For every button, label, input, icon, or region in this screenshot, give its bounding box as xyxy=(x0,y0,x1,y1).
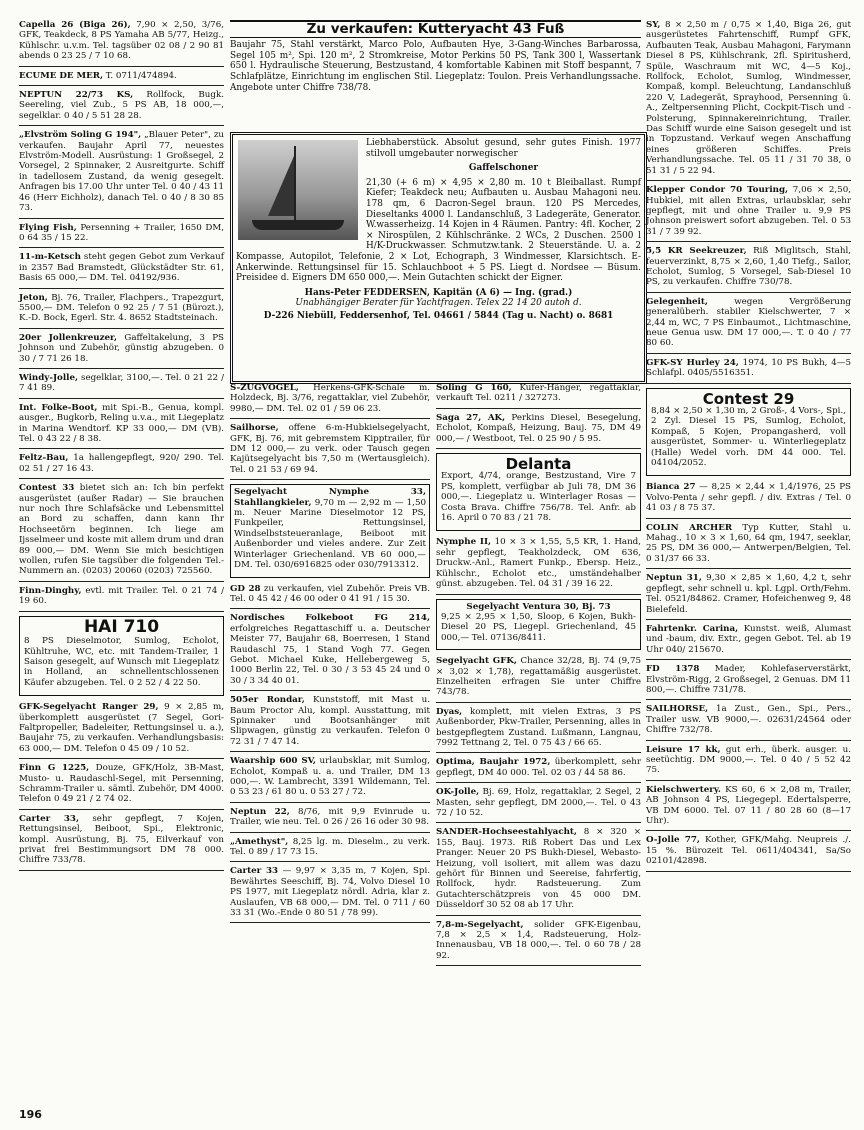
divider xyxy=(436,782,641,783)
ad-headline: Capella 26 (Biga 26), xyxy=(19,20,131,30)
ad-list xyxy=(19,20,224,612)
ad-text: 9,30 × 2,85 × 1,60, 4,2 t, sehr gepflegt, sehr schnell u. kpl. Lgpl. Orth/Fehm. Tel. 0521/84862. Cramer, Hofeichenweg 9, 48 Bielefeld. xyxy=(646,573,852,615)
ad-headline: Carter 33 xyxy=(230,866,279,877)
classified-ad xyxy=(230,423,430,475)
ad-headline: 7,8-m-Segelyacht, xyxy=(436,919,524,930)
signature-role: Unabhängiger Berater für Yachtfragen. Telex 22 14 20 autoh d. xyxy=(295,298,582,309)
classified-ad xyxy=(230,695,430,747)
ad-text: Perkins Diesel, Besegelung, Echolot, Kompaß, Heizung, Bauj. 75, DM 49 000,— / Westboot, Tel. 0 25 90 / 5 95. xyxy=(436,412,641,444)
ad-list xyxy=(19,702,224,871)
ad-headline: Delanta xyxy=(505,455,572,474)
ad-text: Douze, GFK/Holz, 3B-Mast, Musto- u. Raudaschl-Segel, mit Persenning, Schramm-Trailer u. sämtl. Zubehör, DM 4000. Telefon 0 49 21 / 2 74 02. xyxy=(19,763,224,805)
ad-headline: Neptun 22, xyxy=(230,806,290,817)
ad-text: Kother, GFK/Mahg. Neupreis ./. 15 %. Bürozeit Tel. 0611/404341, Sa/So 02101/42898. xyxy=(646,835,851,867)
classified-ad xyxy=(230,584,430,605)
divider xyxy=(646,871,851,872)
ad-headline: Nymphe II, xyxy=(436,537,492,548)
ad-headline: O-Jolle 77, xyxy=(646,835,700,846)
ad-text: steht gegen Gebot zum Verkauf in 2357 Bad Bramstedt, Glückstädter Str. 61, Basis 65 000,— DM. Tel. 04192/936. xyxy=(19,252,224,284)
ad-headline: Fahrtenkr. Carina, xyxy=(646,623,739,634)
ad-text: Bj. 69, Holz, regattaklar, 2 Segel, 2 Masten, sehr gepflegt, DM 2000,—. Tel. 0 43 72 / 10 52. xyxy=(436,787,641,818)
ad-text: Persenning + Trailer, 1650 DM, 0 64 35 / 15 22. xyxy=(19,222,224,243)
classified-ad xyxy=(19,20,224,62)
classified-ad xyxy=(436,827,641,910)
divider xyxy=(436,702,641,703)
ad-headline: Segelyacht Ventura 30, Bj. 73 xyxy=(466,601,611,612)
ad-headline: Nordisches Folkeboot FG 214, xyxy=(230,613,430,624)
divider xyxy=(230,690,430,691)
ad-text: 8,84 × 2,50 × 1,30 m, 2 Groß-, 4 Vors-, Spi., 2 Zyl. Diesel 15 PS, Sumlog, Echolot, Kompaß, 5 Kojen, Propangasherd, voll ausgerüstet, Sommer- u. Winterliegeplatz (Halle) Wedel vorh. DM 44 000. Tel. 04104/2052. xyxy=(651,406,846,469)
divider xyxy=(19,758,224,759)
column-1 xyxy=(19,20,224,875)
ad-headline: Segelyacht GFK, xyxy=(436,656,517,667)
ad-headline: FD 1378 xyxy=(646,664,700,675)
classified-ad xyxy=(19,90,224,121)
ad-headline: Carter 33, xyxy=(19,813,79,824)
ad-text: Gaffeltakelung, 3 PS Johnson und Zubehör, günstig abzugeben. 0 30 / 7 71 26 18. xyxy=(19,332,224,364)
ad-text: urlaubsklar, mit Sumlog, Echolot, Kompaß u. a. und Trailer, DM 13 000,—. W. Lambrecht, 3391 Wildemann, Tel. 0 53 23 / 61 80 u. 0 53 27 / 72. xyxy=(230,756,430,798)
signature-address: D-226 Niebüll, Feddersenhof, Tel. 04661 / 5844 (Tag u. Nacht) o. 8681 xyxy=(263,310,614,321)
classified-ad xyxy=(646,246,851,288)
ad-text: — 9,97 × 3,35 m, 7 Kojen, Spi. Bewährtes Seeschiff, Bj. 74, Volvo Diesel 10 PS 1977, mit Liegeplatz nördl. Adria, klar z. Auslaufen, VB 68 000,— DM. Tel. 0 711 / 60 33 31 (Wo.-Ende 0 80 51 / 78 99). xyxy=(230,866,430,919)
classified-ad xyxy=(19,702,224,754)
ad-text: T. 0711/474894. xyxy=(103,70,177,81)
ad-text: 8/76, mit 9,9 Evinrude u. Trailer, wie neu. Tel. 0 26 / 26 16 oder 30 98. xyxy=(230,806,431,828)
ad-headline: Zu verkaufen: Kutteryacht 43 Fuß xyxy=(230,20,641,38)
classified-ad xyxy=(19,130,224,213)
ad-headline: Kielschwertery. xyxy=(646,784,721,795)
gaffelschoner-ad xyxy=(230,132,647,384)
classified-ad xyxy=(646,185,851,237)
classified-ad xyxy=(646,482,851,513)
divider xyxy=(646,830,851,831)
ad-headline: Bianca 27 xyxy=(646,482,696,493)
classified-ad xyxy=(230,613,430,686)
ad-text: Mader, Kohlefaserverstärkt, Elvström-Rigg, 2 Großsegel, 2 Genuas. DM 11 800,—. Chiffre 731/78. xyxy=(646,664,851,695)
ad-text: 1974, 10 PS Bukh, 4—5 Schlafpl. 0405/5516351. xyxy=(646,357,851,379)
contest-29-ad xyxy=(646,388,851,477)
ad-headline: Feltz-Bau, xyxy=(19,453,69,464)
divider xyxy=(436,752,641,753)
classified-ad xyxy=(646,835,851,866)
signature-name: Hans-Peter FEDDERSEN, Kapitän (A 6) — Ing. (grad.) xyxy=(304,287,573,298)
divider xyxy=(19,247,224,248)
ad-text: — 8,25 × 2,44 × 1,4/1976, 25 PS Volvo-Penta / sehr gepfl. / div. Extras / Tel. 0 41 03 / 8 75 37. xyxy=(646,482,851,514)
ad-text: Rollfock, Bugk. Seereling, viel Zub., 5 PS AB, 18 000,—, segelklar. 0 40 / 5 51 28 28. xyxy=(19,90,224,121)
divider xyxy=(646,353,851,354)
ad-list xyxy=(436,656,641,966)
ad-text: mit Spi.-B., Genua, kompl. ausger., Bugkorb, Reling u.v.a., mit Liegeplatz in Marina Wendtorf. KP 33 000,— DM (VB). Tel. 0 43 22 / 8 38. xyxy=(19,402,224,444)
ad-text: 10 × 3 × 1,55, 5,5 KR, 1. Hand, sehr gepflegt, Teakholzdeck, OM 636, Druckw.-Anl., Ramert Funkp., Ebersp. Heiz., Kühlschr., Echolot etc., umständehalber günst. abzugeben. Tel. 04 31 / 39 16 22. xyxy=(436,537,642,590)
ad-headline: Klepper Condor 70 Touring, xyxy=(646,185,789,196)
ad-body xyxy=(234,487,426,570)
ad-text: 1a Zust., Gen., Spi., Pers., Trailer usw. VB 9000,—. 02631/24564 oder Chiffre 732/78. xyxy=(646,704,851,736)
ad-text: Typ Kutter, Stahl u. Mahag., 10 × 3 × 1,60, 64 qm, 1947, seeklar, 25 PS, DM 36 000,— Antwerpen/Belgien, Tel. 0 31/37 66 33. xyxy=(646,522,851,564)
classified-ad xyxy=(19,252,224,283)
divider xyxy=(230,418,430,419)
ad-headline: 505er Rondar, xyxy=(230,695,305,706)
ad-headline: „Elvström Soling G 194", xyxy=(19,130,142,141)
ad-headline: S-ZUGVOGEL, xyxy=(230,383,299,393)
ad-text: solider GFK-Eigenbau, 7,8 × 2,5 × 1,4, Radsteuerung, Holz-Innenausbau, VB 18 000,—. Tel. 0 60 78 / 28 92. xyxy=(436,919,641,961)
ad-headline: GFK-Segelyacht Ranger 29, xyxy=(19,702,159,713)
ad-headline: Leisure 17 kk, xyxy=(646,744,721,755)
classified-ad xyxy=(19,453,224,474)
ad-list xyxy=(646,482,851,871)
ad-text: Bj. 76, Trailer, Flachpers., Trapezgurt, 5500,— DM. Telefon 0 92 25 / 7 51 (Bürozt.), K.-D. Bock, Egerl. Str. 4. 8652 Stadtsteinach. xyxy=(19,292,224,324)
ad-text: Export, 4/74, orange, Bestzustand, Vire 7 PS, komplett, verfügbar ab Juli 78, DM 36 000,—. Liegeplatz u. Winterlager Rosas — Costa Brava. Chiffre 756/78. Tel. Anfr. ab 16. April 0 70 83 / 21 78. xyxy=(441,471,636,524)
classified-ad xyxy=(646,20,851,176)
ad-headline: Contest 29 xyxy=(702,389,795,408)
ad-headline: Sailhorse, xyxy=(230,423,279,434)
ad-headline: Finn G 1225, xyxy=(19,763,90,774)
ad-list xyxy=(436,383,641,449)
classified-ad xyxy=(436,383,641,404)
ad-text: sehr gepflegt, 7 Kojen, Rettungsinsel, Beiboot, Spi., Elektronic, kompl. Ausrüstung, Bj. 75, Eilverkauf von privat frei Bestimmungsort DM 78 000. Chiffre 733/78. xyxy=(19,813,224,866)
ad-headline: 20er Jollenkreuzer, xyxy=(19,332,118,343)
classified-ad xyxy=(646,745,851,776)
ad-headline: 5,5 KR Seekreuzer, xyxy=(646,246,747,257)
classified-ad xyxy=(646,704,851,735)
classified-ad xyxy=(436,413,641,444)
ad-headline: Neptun 31, xyxy=(646,573,702,584)
classified-ad xyxy=(19,223,224,244)
divider xyxy=(19,611,224,612)
divider xyxy=(19,125,224,126)
divider xyxy=(19,368,224,369)
ad-text: überkomplett, sehr gepflegt, DM 40 000. Tel. 02 03 / 44 58 86. xyxy=(436,757,641,778)
divider xyxy=(436,822,641,823)
ad-headline: SAILHORSE, xyxy=(646,704,709,715)
ad-list xyxy=(230,584,430,924)
ad-text: Herkens-GFK-Schale m. Holzdeck, Bj. 3/76, regattaklar, viel Zubehör, 9980,— DM. Tel. 02 01 / 59 06 23. xyxy=(230,383,430,414)
ad-text: Chance 32/28, Bj. 74 (9,75 × 3,02 × 1,78), regattamäßig ausgerüstet. Einzelheiten erfragen Sie unter Chiffre 743/78. xyxy=(436,656,641,698)
ventura-30-ad xyxy=(436,599,641,651)
ad-text: Baujahr 75, Stahl verstärkt, Marco Polo, Aufbauten Hye, 3-Gang-Winches Barbarossa, Segel 105 m², Spi. 120 m², 2 Stromkreise, Motor Perkins 50 PS, Tank 300 l, Wassertank 650 l. Hydraulische Steuerung, Bestzustand, 4 komfortable Kabinen mit Stoff bespannt, 7 Schlafplätze, Einrichtung im englischen Stil. Liegeplatz: Toulon. Preis Verhandlungssache. Angebote unter Chiffre 738/78. xyxy=(230,39,641,93)
nymphe-33-ad xyxy=(230,484,430,577)
classified-ad xyxy=(19,763,224,805)
ad-text: evtl. mit Trailer. Tel. 0 21 74 / 19 60. xyxy=(19,585,224,607)
divider xyxy=(646,292,851,293)
ad-text: zu verkaufen, viel Zubehör. Preis VB. Tel. 0 45 42 / 46 00 oder 0 41 91 / 15 30. xyxy=(230,583,430,604)
ad-headline: Waarship 600 SV, xyxy=(230,756,316,767)
ad-list xyxy=(230,383,430,480)
ad-text: komplett, mit vielen Extras, 3 PS Außenborder, Pkw-Trailer, Persenning, alles in bestgepflegtem Zustand. Lußmann, Langnau, 7992 Tettnang 2, Tel. 0 75 43 / 66 65. xyxy=(436,706,641,748)
ad-text: 8,25 lg. m. Dieselm., zu verk. Tel. 0 89 / 17 73 15. xyxy=(230,836,430,858)
ad-headline: Saga 27, AK, xyxy=(436,412,506,423)
ad-headline: GFK-SY Hurley 24, xyxy=(646,357,739,368)
divider xyxy=(19,328,224,329)
ad-text: 9,70 m — 2,92 m — 1,50 m. Neuer Marine Dieselmotor 12 PS, Funkpeiler, Rettungsinsel, Windselbststeueranlage, Beiboot mit Außenborder und vieles andere. Zur Zeit Winterlager Griechenland. VB 60 000,— DM. Tel. 030/6916825 oder 030/7913312. xyxy=(234,497,426,571)
ad-headline: Optima, Baujahr 1972, xyxy=(436,757,551,768)
classified-ad xyxy=(19,403,224,445)
ad-text: 7,06 × 2,50, Hubkiel, mit allen Extras, urlaubsklar, sehr gepflegt, mit und ohne Trailer u. 9,9 PS Johnson preiswert sofort abzugeben. Tel. 0 53 31 / 7 39 92. xyxy=(646,185,851,237)
ad-text: 9 × 2,85 m, überkomplett ausgerüstet (7 Segel, Gori-Faltpropeller, Badeleiter, Rettungsinsel u. a.), Baujahr 75, zu verkaufen. Verhandlungsbasis: 63 000,— DM. Telefon 0 45 09 / 10 52. xyxy=(19,702,224,754)
ad-text: 8 PS Dieselmotor, Sumlog, Echolot, Kühltruhe, WC, etc. mit Tandem-Trailer, 1 Saison gesegelt, auf Wunsch mit Liegeplatz in Holland, an schnellentschlossenen Käufer abzugeben. Tel. 0 2 52 / 4 22 50. xyxy=(24,636,219,688)
divider xyxy=(646,518,851,519)
ad-headline: „Amethyst", xyxy=(230,836,289,847)
ad-text: 21,30 (+ 6 m) × 4,95 × 2,80 m. 10 t Bleiballast. Rumpf Kiefer; Teakdeck neu; Aufbauten u. Ausbau Mahagoni neu. 178 qm, 6 Dacron-Segel braun. 120 PS Mercedes, Dieseltanks 4000 l. Landanschluß, 3 Ladegeräte, Generator. W.wasserheizg. 14 Kojen in 4 Räumen. Pantry: 4fl. Kocher, 2 × Nirospülen, 2 Kühlschränke. 2 WCs, 2 Duschen. 2500 l H/K-Druckwasser. Schmutzw.tank. 2 Steuerstände. U. a. 2 Kompasse, Autopilot, Telefonie, 2 × Lot, Echograph, 3 Windmesser, Klarsichtsch. E-Ankerwinde. Rettungsinsel für 15. Schlauchboot + 5 PS. Liegt d. Nordsee — Büsum. Preisidee d. Eigners DM 650 000,—. Mein Gutachten schickt der Eigner. xyxy=(236,177,641,284)
divider xyxy=(646,383,851,384)
classified-ad xyxy=(646,664,851,695)
divider xyxy=(19,218,224,219)
ad-text: Riß Miglitsch, Stahl, feuerverzinkt, 8,75 × 2,60, 1,40 Tiefg., Sailor, Echolot, Sumlog, 5 Vorsegel, Sab-Diesel 10 PS, zu verkaufen. Chiffre 730/78. xyxy=(646,246,851,288)
classified-ad xyxy=(230,866,430,918)
classified-ad xyxy=(646,624,851,655)
classified-ad xyxy=(436,707,641,749)
classified-ad xyxy=(436,920,641,962)
divider xyxy=(230,479,430,480)
ad-headline: NEPTUN 22/73 KS, xyxy=(19,90,134,101)
classified-ad xyxy=(646,523,851,565)
ad-text: 8 × 320 × 155, Bauj. 1973. Riß Robert Das und Lex Pranger. Neuer 20 PS Bukh-Diesel, Webasto-Heizung, voll isoliert, mit allem was dazu gehört für Binnen und Seereise, fahrfertig, Rollfock, hydr. Radsteuerung. Zum Gutachterschätzpreis von 45 000 DM. Düsseldorf 30 52 08 ab 17 Uhr. xyxy=(436,827,641,911)
ad-text: 8 × 2,50 m / 0,75 × 1,40, Biga 26, gut ausgerüstetes Fahrtenschiff, Rumpf GFK, Aufbauten Teak, Ausbau Mahagoni, Farymann Diesel 8 PS, Kühlschrank, 2fl. Spiritusherd, Spüle, Waschraum mit WC, 4—5 Koj., Rollfock, Echolot, Sumlog, Windmesser, Kompaß, kompl. Beleuchtung, Landanschluß 220 V, Ladegerät, Sprayhood, Persenning ü. A., Zeltpersenning Plicht, Cockpit-Tisch und -Polsterung, Spinnakereinrichtung, Trailer. Das Schiff wurde eine Saison gesegelt und ist in Topzustand. Verkauf wegen Anschaffung eines größeren Schiffes. Preis Verhandlungssache. Tel. 05 11 / 31 70 38, 0 51 31 / 5 22 94. xyxy=(646,20,851,176)
hai-710-ad xyxy=(19,616,224,696)
divider xyxy=(230,922,430,923)
ad-headline: Int. Folke-Boot, xyxy=(19,402,98,413)
ad-text: erfolgreiches Regattaschiff u. a. Deutscher Meister 77, Baujahr 68, Boerresen, 1 Stand Raudaschl 75, 1 Stand Vogh 77. Gegen Gebot. Michael Kuke, Hellebergeweg 5, 1000 Berlin 22, Tel. 0 30 / 3 53 45 24 und 0 30 / 3 34 40 01. xyxy=(230,623,430,686)
ad-headline: COLIN ARCHER xyxy=(646,522,733,533)
divider xyxy=(646,568,851,569)
ad-text: 7,90 × 2,50, 3/76, GFK, Teakdeck, 8 PS Yamaha AB 5/77, Heizg., Kühlschr. u.v.m. Tel. tagsüber 02 08 / 2 90 81 abends 0 23 25 / 7 10 68. xyxy=(19,20,224,62)
classified-ad xyxy=(436,656,641,698)
ad-headline: ECUME DE MER, xyxy=(19,70,104,81)
divider xyxy=(19,448,224,449)
kutteryacht-ad xyxy=(230,20,641,98)
page-number: 196 xyxy=(19,1108,42,1121)
classified-ad xyxy=(230,807,430,828)
column-4 xyxy=(646,20,851,876)
classified-ad xyxy=(646,785,851,827)
divider xyxy=(436,965,641,966)
classified-ad xyxy=(230,756,430,798)
ad-headline: OK-Jolle, xyxy=(436,787,480,798)
ad-headline: GD 28 xyxy=(230,583,261,594)
ad-headline: Segelyacht Nymphe 33, Stahllangkieler, xyxy=(234,487,426,508)
ad-text: „Blauer Peter", zu verkaufen. Baujahr April 77, neuestes Elvström-Modell. Ausrüstung: 1 Großsegel, 2 Vorsegel, 2 Spinnaker, 2 Ausreitgurte. Schiff in tadellosem Zustand, da wenig gesegelt. Anfragen bis 17.00 Uhr unter Tel. 0 40 / 43 11 46 (Herr Eichholz), danach Tel. 0 40 / 8 30 85 73. xyxy=(19,130,224,214)
divider xyxy=(230,608,430,609)
ad-headline: Soling G 160, xyxy=(436,383,512,393)
ad-headline: Jeton, xyxy=(19,292,48,303)
divider xyxy=(646,699,851,700)
classified-ad xyxy=(230,383,430,414)
ad-text: bietet sich an: Ich bin perfekt ausgerüstet (außer Radar) — Sie brauchen nur noch Ihre Schlafsäcke und Lebensmittel an Bord zu schaffen, dann kann Ihr Hochseetörn beginnen. Ich liege am Ijsselmeer und koste mit allem drum und dran 89 000,— DM. Wenn Sie mich besichtigen wollen, rufen Sie tagsüber die folgenden Tel.-Nummern an. (0203) 20060 (0203) 725560. xyxy=(19,483,224,577)
divider xyxy=(19,809,224,810)
classified-ad xyxy=(19,814,224,866)
divider xyxy=(19,85,224,86)
ad-text: KS 60, 6 × 2,08 m, Trailer, AB Johnson 4 PS, Liegegepl. Edertalsperre, VB DM 6000. Tel. 07 11 / 80 28 60 (8—17 Uhr). xyxy=(646,784,851,826)
divider xyxy=(436,594,641,595)
ad-text: wegen Vergrößerung generalüberh. stabiler Kielschwerter, 7 × 2,44 m, WC, 7 PS Einbaumot., Lichtmaschine, neue Genua usw. DM 17 000,—. T. 0 40 / 77 80 60. xyxy=(646,296,851,349)
classified-ad xyxy=(230,837,430,858)
ad-headline: 11-m-Ketsch xyxy=(19,252,81,263)
boat-photo xyxy=(238,140,358,240)
divider xyxy=(19,288,224,289)
ad-list xyxy=(436,537,641,594)
classified-ad xyxy=(436,787,641,818)
classified-ad xyxy=(19,71,224,81)
divider xyxy=(646,241,851,242)
ad-text: 9,25 × 2,95 × 1,50, Sloop, 6 Kojen, Bukh-Diesel 20 PS, Liegepl. Griechenland, 45 000,— Tel. 07136/8411. xyxy=(441,611,636,643)
divider xyxy=(436,408,641,409)
ad-boat-type: Gaffelschoner xyxy=(468,163,539,174)
ad-intro: Liebhaberstück. Absolut gesund, sehr gutes Finish. 1977 stilvoll umgebauter norwegischer xyxy=(366,138,641,159)
ad-text: Kufer-Hänger, regattaklar, verkauft Tel. 0211 / 327273. xyxy=(436,383,641,404)
ad-headline: HAI 710 xyxy=(83,616,160,637)
divider xyxy=(19,581,224,582)
ad-text: offene 6-m-Hubkielsegelyacht, GFK, Bj. 76, mit gebremstem Kipptrailer, für DM 12 000,— zu verk. oder Tausch gegen Kajütsegelyacht bis 7,50 m (Wertausgleich). Tel. 0 21 53 / 69 94. xyxy=(230,423,430,475)
divider xyxy=(19,478,224,479)
classified-ad xyxy=(436,757,641,778)
ad-text: Kunstst. weiß, Alumast und -baum, div. Extr., gegen Gebot. Tel. ab 19 Uhr 040/ 215670. xyxy=(646,623,851,655)
divider xyxy=(436,915,641,916)
ad-headline: Windy-Jolle, xyxy=(19,372,79,383)
classified-ad xyxy=(19,373,224,394)
ad-headline: Finn-Dinghy, xyxy=(19,585,82,596)
ad-text: segelklar, 3100,—. Tel. 0 21 22 / 7 41 89. xyxy=(19,372,224,394)
classified-ad xyxy=(646,297,851,349)
divider xyxy=(19,870,224,871)
ad-text: 1a hallengepflegt, 920/ 290. Tel. 02 51 / 27 16 43. xyxy=(19,453,224,474)
ad-list xyxy=(646,20,851,384)
divider xyxy=(230,861,430,862)
ad-headline: Gelegenheit, xyxy=(646,296,708,307)
divider xyxy=(230,802,430,803)
classified-ad xyxy=(436,537,641,589)
divider xyxy=(230,751,430,752)
divider xyxy=(646,659,851,660)
divider xyxy=(646,180,851,181)
classified-ad xyxy=(19,293,224,324)
column-2 xyxy=(230,383,430,927)
column-3 xyxy=(436,383,641,970)
classified-ad xyxy=(19,333,224,364)
ad-text: Kunststoff, mit Mast u. Baum Proctor Alu, kompl. Ausstattung, mit Spinnaker und Bootsanhänger mit Slipwagen, günstig zu verkaufen. Telefon 0 72 31 / 7 47 14. xyxy=(230,695,430,747)
divider xyxy=(436,448,641,449)
classified-ad xyxy=(646,358,851,379)
ad-text: gut erh., überk. ausger. u. seetüchtig. DM 9000,—. Tel. 0 40 / 5 52 42 75. xyxy=(646,744,851,776)
ad-headline: SANDER-Hochseestahlyacht, xyxy=(436,827,577,838)
divider xyxy=(646,780,851,781)
ad-headline: Dyas, xyxy=(436,706,463,717)
divider xyxy=(19,398,224,399)
classified-ad xyxy=(19,586,224,607)
ad-headline: SY, xyxy=(646,20,661,30)
classified-ad xyxy=(646,573,851,615)
classified-ad xyxy=(19,483,224,577)
divider xyxy=(230,832,430,833)
ad-headline: Flying Fish, xyxy=(19,222,77,233)
divider xyxy=(646,619,851,620)
divider xyxy=(646,740,851,741)
delanta-ad xyxy=(436,453,641,531)
ad-headline: Contest 33 xyxy=(19,483,75,494)
divider xyxy=(19,66,224,67)
